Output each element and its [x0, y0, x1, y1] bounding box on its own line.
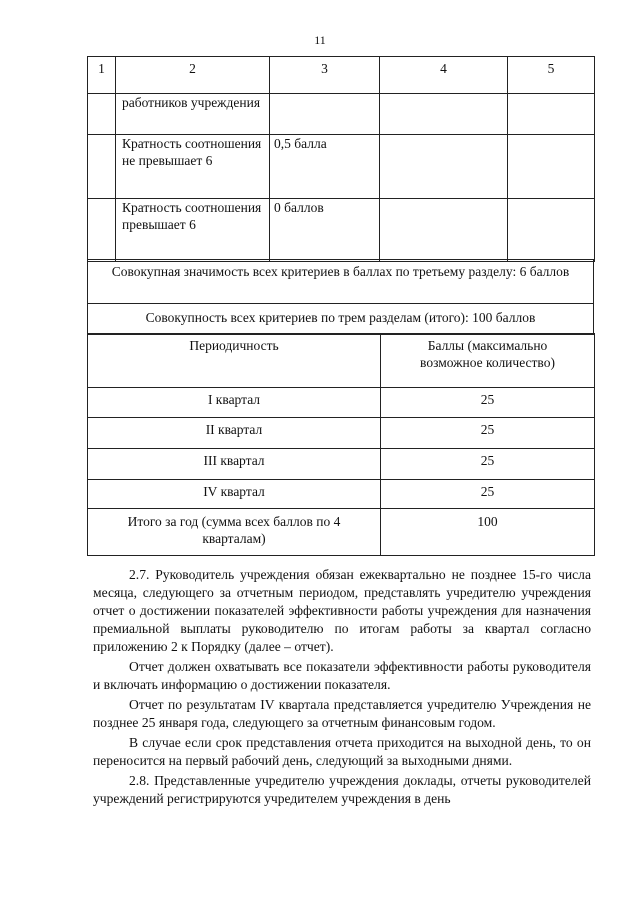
- table-cell: [88, 94, 116, 135]
- table-cell: 0,5 балла: [270, 135, 380, 199]
- periodicity-header: Периодичность: [88, 334, 381, 388]
- period-cell: IV квартал: [88, 480, 381, 509]
- table-row: [88, 480, 595, 509]
- points-cell: 25: [381, 480, 595, 509]
- table-cell: [88, 199, 116, 262]
- totals-table: [87, 259, 594, 335]
- table-cell: Кратность соотношения превышает 6: [116, 199, 270, 262]
- table-cell: [508, 94, 595, 135]
- table-cell: [508, 199, 595, 262]
- paragraph: Отчет по результатам IV квартала представляется учредителю Учреждения не позднее 25 января года, следующего за отчетным финансовым годом.: [93, 697, 591, 730]
- points-cell: 25: [381, 449, 595, 480]
- body-text: [93, 566, 591, 810]
- paragraph: 2.8. Представленные учредителю учреждения доклады, отчеты руководителей учреждений регистрируются учредителем учреждения в день: [93, 773, 591, 806]
- table-header-row: [88, 57, 595, 94]
- table-cell: [380, 94, 508, 135]
- paragraph: 2.7. Руководитель учреждения обязан ежеквартально не позднее 15-го числа месяца, следующего за отчетным периодом, представлять учредителю учреждения отчет о достижении показателей эффективности работы учреждения для назначения премиальной выплаты руководителю по итогам работы за квартал согласно приложению 2 к Порядку (далее – отчет).: [93, 567, 591, 654]
- header-cell: 1: [88, 57, 116, 94]
- paragraph: Отчет должен охватывать все показатели эффективности работы руководителя и включать информацию о достижении показателя.: [93, 659, 591, 692]
- points-cell: 25: [381, 418, 595, 449]
- header-cell: 5: [508, 57, 595, 94]
- section3-total-row: [88, 260, 594, 304]
- table-cell: [380, 199, 508, 262]
- header-cell: 2: [116, 57, 270, 94]
- period-cell: Итого за год (сумма всех баллов по 4 кварталам): [88, 509, 381, 556]
- table-cell: [380, 135, 508, 199]
- section3-total: Совокупная значимость всех критериев в баллах по третьему разделу: 6 баллов: [88, 260, 594, 304]
- header-cell: 3: [270, 57, 380, 94]
- paragraph: В случае если срок представления отчета приходится на выходной день, то он переносится на первый рабочий день, следующий за выходными днями.: [93, 735, 591, 768]
- page-number: 11: [314, 33, 326, 47]
- grand-total-row: [88, 304, 594, 335]
- table-cell: Кратность соотношения не превышает 6: [116, 135, 270, 199]
- periodicity-header-row: [88, 334, 595, 388]
- table-row: [88, 509, 595, 556]
- points-cell: 25: [381, 388, 595, 418]
- period-cell: I квартал: [88, 388, 381, 418]
- period-cell: III квартал: [88, 449, 381, 480]
- header-cell: 4: [380, 57, 508, 94]
- period-cell: II квартал: [88, 418, 381, 449]
- table-row: [88, 418, 595, 449]
- table-cell: [270, 94, 380, 135]
- table-row: [88, 94, 595, 135]
- grand-total: Совокупность всех критериев по трем разделам (итого): 100 баллов: [88, 304, 594, 335]
- table-cell: [508, 135, 595, 199]
- table-row: [88, 135, 595, 199]
- points-header: Баллы (максимально возможное количество): [381, 334, 595, 388]
- criteria-table: [87, 56, 595, 262]
- table-cell: [88, 135, 116, 199]
- table-row: [88, 449, 595, 480]
- table-cell: 0 баллов: [270, 199, 380, 262]
- table-row: [88, 388, 595, 418]
- table-row: [88, 199, 595, 262]
- points-cell: 100: [381, 509, 595, 556]
- periodicity-table: [87, 333, 595, 556]
- table-cell: работников учреждения: [116, 94, 270, 135]
